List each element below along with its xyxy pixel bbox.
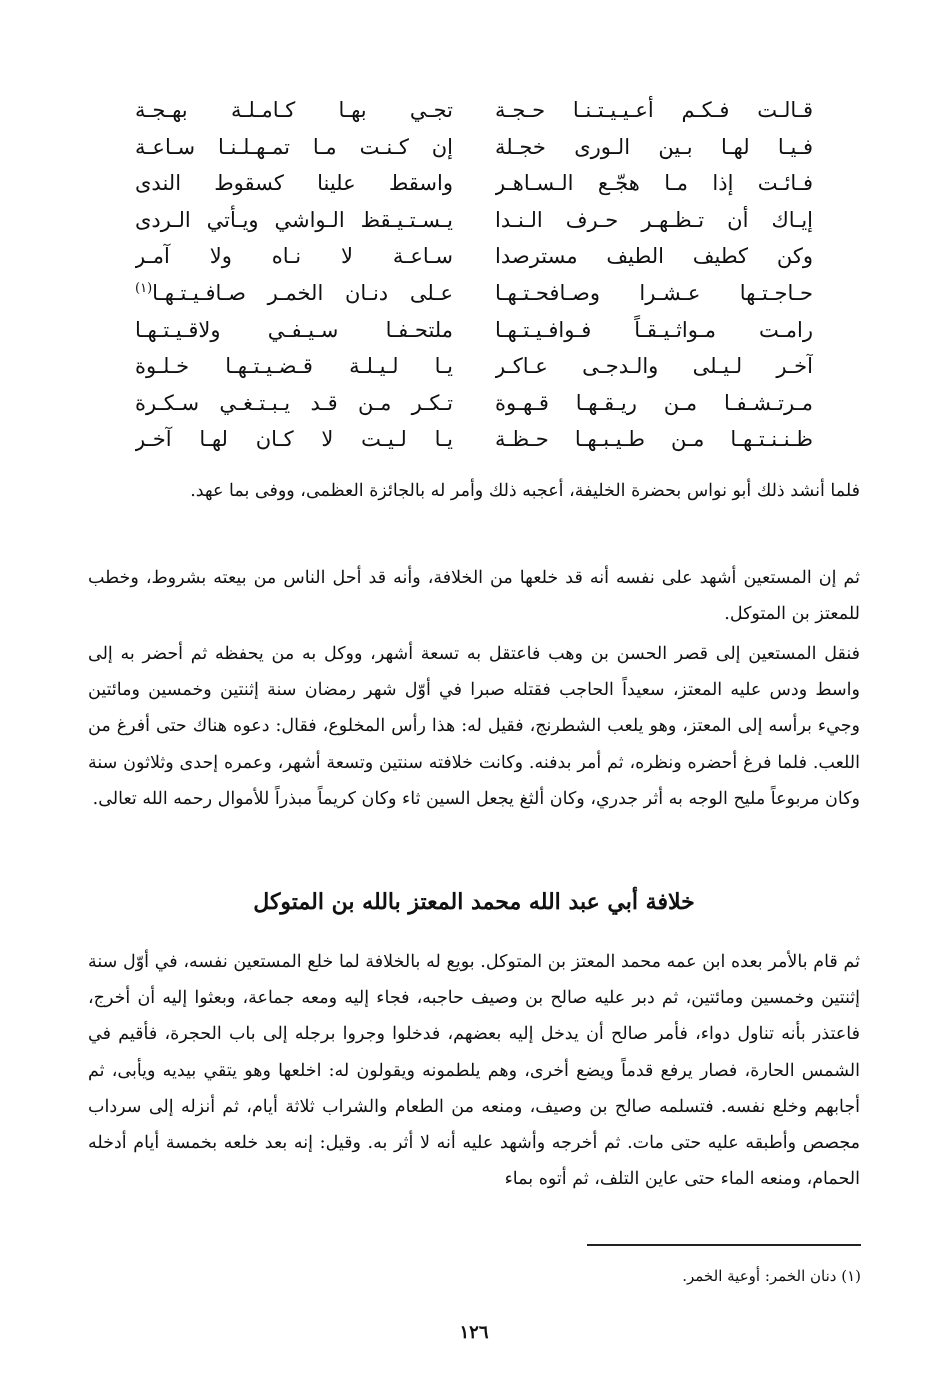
verse-right-2: فـيـا لهـا بـين الـورى خجـلة [495,134,813,159]
verse-left-8: يـا لـيـلـة قـضـيـتـهـا خـلـوة [135,354,453,379]
verse-right-8: آخـر لـيـلى والـدجـى عـاكـر [495,354,813,379]
paragraph-4: ثم قام بالأمر بعده ابن عمه محمد المعتز بن المتوكل. بويع له بالخلافة لما خلع المستعين نفسه، في أوّل سنة إثنتين وخمسين ومائتين، ثم دبر عليه صالح بن وصيف حاجبه، فجاء إليه ومعه جماعة، وبعثوا إليه أن أخرج، فاعتذر بأنه تناول دواء، فأمر صالح أن يدخل إليه بعضهم، فدخلوا وجروا برجله إلى باب الحجرة، فأقيم في الشمس الحارة، فصار يرفع قدماً ويضع أخرى، وهم يلطمونه ويقولون له: اخلعها وهو يتقي بيديه ويأبى، ثم أجابهم وخلع نفسه. فتسلمه صالح بن وصيف، ومنعه من الطعام والشراب ثلاثة أيام، ثم أنزله إلى سرداب مجصص وأطبقه عليه حتى مات. ثم أخرجه وأشهد عليه أنه لا أثر به. وقيل: إنه بعد خلعه بخمسة أيام أدخله الحمام، ومنعه الماء حتى عاين التلف، ثم أتوه بماء [88,952,860,1190]
verse-right-3: فـائـت إذا مـا هجّـع الـسـاهـر [495,171,813,196]
paragraph-2: ثم إن المستعين أشهد على نفسه أنه قد خلعها من الخلافة، وأنه قد أحل الناس من بيعته بشروط، وخطب للمعتز بن المتوكل. [88,568,860,625]
verse-left-10: يـا لـيـت لا كـان لهـا آخـر [135,427,453,452]
paragraph-1: فلما أنشد ذلك أبو نواس بحضرة الخليفة، أعجبه ذلك وأمر له بالجائزة العظمى، ووفى بما عهد. [190,481,860,501]
poem-right-column [495,92,813,458]
paragraph-recital [88,473,860,509]
verse-right-9: مـرتـشـفـا مـن ريـقـهـا قـهـوة [495,390,813,415]
verse-left-4: يـسـتـيـقظ الـواشي ويـأتي الـردى [135,207,453,232]
verse-right-7: رامـت مـواثـيـقـاً فـوافـيـتـهـا [495,317,813,342]
footnote: (١) دنان الخمر: أوعية الخمر. [682,1267,861,1285]
section-body [88,944,860,1197]
verse-right-4: إيـاك أن تـظـهـر حـرف الـنـدا [495,207,813,232]
page-number: ١٢٦ [459,1322,489,1343]
verse-left-2: إن كـنـت مـا تمـهـلـنـا سـاعـة [135,134,453,159]
verse-left-6 [135,275,453,312]
footnote-divider [587,1244,861,1246]
paragraph-abdication [88,560,860,632]
verse-left-1: تجـي بهـا كـامـلـة بهـجـة [135,98,453,122]
verse-left-7: ملتحـفـا سـيـفـي ولاقـيـتـهـا [135,317,453,342]
poem [135,92,813,458]
paragraph-death-of-mustain [88,636,860,817]
verse-left-9: تـكـر مـن قـد يـبـتـغـي سـكـرة [135,390,453,415]
verse-right-1: قـالـت فـكـم أعـيـيـتـنـا حـجـة [495,98,813,122]
verse-right-5: وكن كطيف الطيف مسترصدا [495,244,813,269]
poem-left-column [135,92,453,458]
section-heading: خلافة أبي عبد الله محمد المعتز بالله بن المتوكل [253,889,695,915]
verse-right-10: ظـنـنـتـهـا مـن طـيـبـهـا حـظـة [495,427,813,452]
verse-right-6: حـاجـتـها عـشـرا وصـافحـتـهـا [495,280,813,305]
footnote-marker: (١) [135,280,153,296]
paragraph-3: فنقل المستعين إلى قصر الحسن بن وهب فاعتقل به تسعة أشهر، ووكل به من يحفظه ثم أحضر به إلى واسط ودس عليه المعتز، سعيداً الحاجب فقتله صبرا في أوّل شهر رمضان سنة إثنتين وخمسين ومائتين وجيء برأسه إلى المعتز، وهو يلعب الشطرنج، فقيل له: هذا رأس المخلوع، فقال: دعوه هناك حتى أفرغ من اللعب. فلما فرغ أحضره ونظره، ثم أمر بدفنه. وكانت خلافته سنتين وتسعة أشهر، وعمره إحدى وثلاثون سنة وكان مربوعاً مليح الوجه به أثر جدري، وكان ألثغ يجعل السين ثاء وكان كريماً مبذراً للأموال رحمه الله تعالى. [88,644,860,809]
verse-left-6-text: عـلى دنـان الخمـر صـافـيـتـهـا [152,280,453,305]
verse-left-3: واسقط علينا كسقوط الندى [135,171,453,196]
verse-left-5: سـاعـة لا نـاه ولا آمـر [135,244,453,269]
